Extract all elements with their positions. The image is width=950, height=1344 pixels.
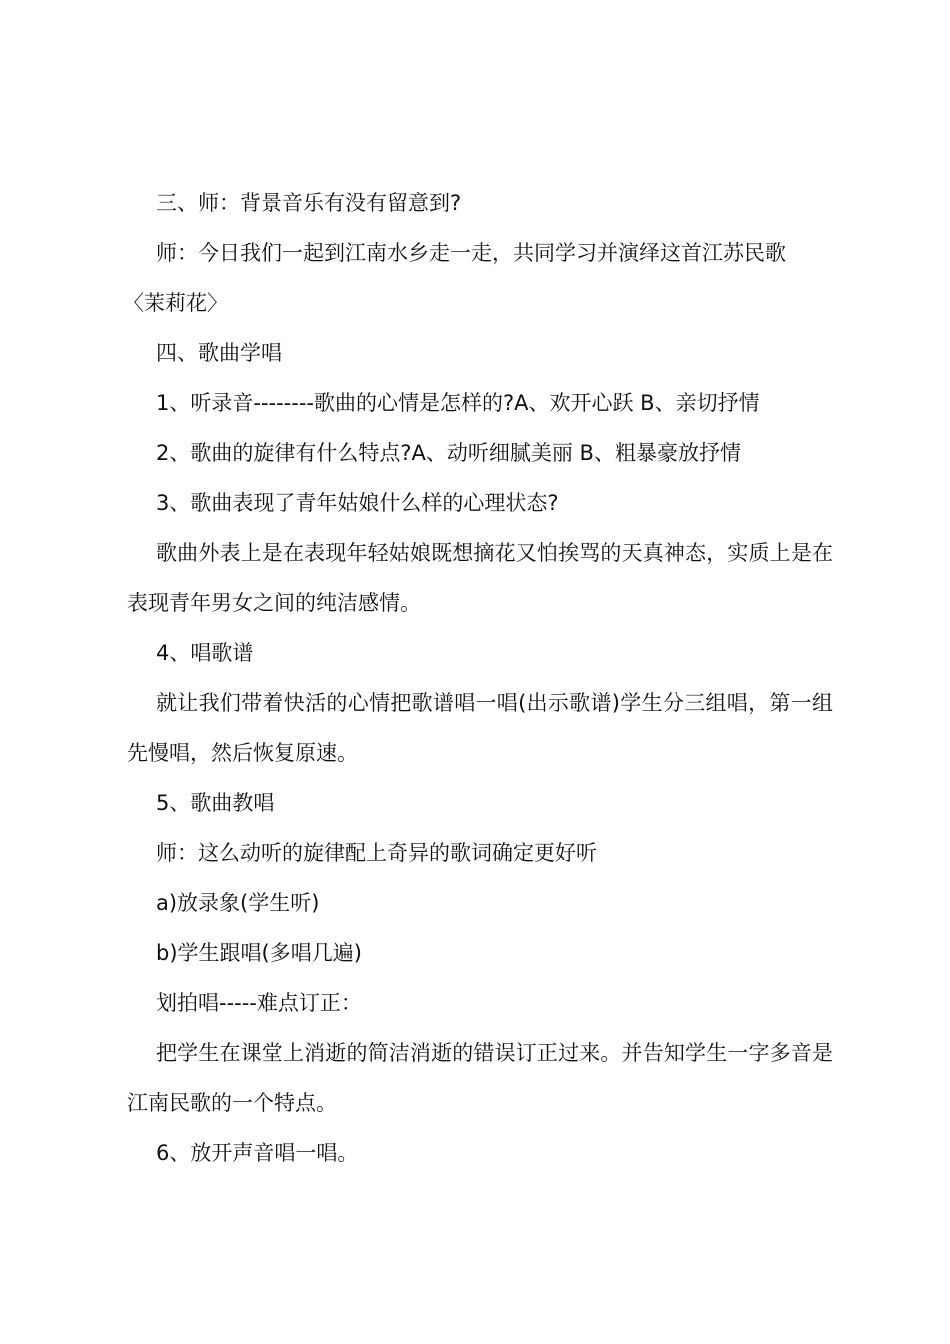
list-item-2: 2、歌曲的旋律有什么特点?A、动听细腻美丽 B、粗暴豪放抒情 (156, 441, 741, 465)
paragraph-sing-score: 就让我们带着快活的心情把歌谱唱一唱(出示歌谱)学生分三组唱，第一组先慢唱，然后恢复原速。 (127, 691, 833, 765)
paragraph-song-meaning: 歌曲外表上是在表现年轻姑娘既想摘花又怕挨骂的天真神态，实质上是在表现青年男女之间的纯洁感情。 (127, 541, 833, 615)
list-item-5: 5、歌曲教唱 (156, 791, 275, 815)
list-item-6: 6、放开声音唱一唱。 (156, 1141, 359, 1165)
paragraph-teacher-lyrics: 师：这么动听的旋律配上奇异的歌词确定更好听 (156, 841, 597, 865)
list-item-1: 1、听录音--------歌曲的心情是怎样的?A、欢开心跃 B、亲切抒情 (156, 391, 760, 415)
list-item-3: 3、歌曲表现了青年姑娘什么样的心理状态? (156, 491, 559, 515)
sub-item-b: b)学生跟唱(多唱几遍) (156, 941, 362, 965)
sub-item-a: a)放录象(学生听) (156, 891, 320, 915)
list-item-4: 4、唱歌谱 (156, 641, 254, 665)
song-title: 〈茉莉花〉 (123, 291, 228, 315)
paragraph-correction: 把学生在课堂上消逝的简洁消逝的错误订正过来。并告知学生一字多音是江南民歌的一个特点。 (127, 1041, 833, 1115)
section-heading-4: 四、歌曲学唱 (156, 341, 282, 365)
paragraph-teacher-intro: 师：今日我们一起到江南水乡走一走，共同学习并演绎这首江苏民歌 (156, 241, 786, 265)
paragraph-beat-singing: 划拍唱-----难点订正： (156, 991, 362, 1015)
section-heading-3: 三、师：背景音乐有没有留意到? (156, 191, 462, 215)
document-body (123, 178, 833, 1178)
